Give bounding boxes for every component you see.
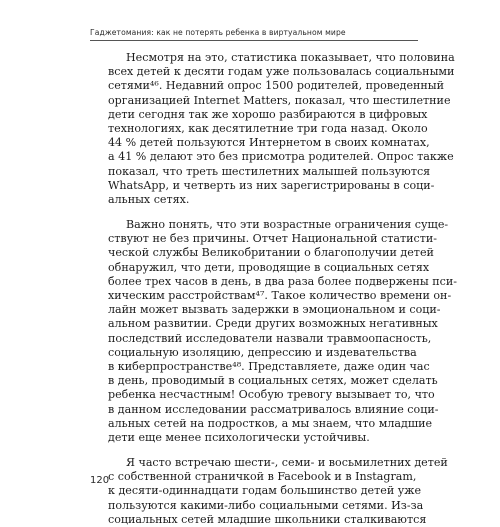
paragraph-3 [108, 456, 448, 527]
paragraph-2 [108, 218, 457, 445]
text-line: Я часто встречаю шести-, семи- и восьмилетних детей [126, 456, 448, 470]
text-line: ребенка несчастным! Особую тревогу вызывает то, что [108, 388, 435, 402]
text-line: ческой службы Великобритании о благополучии детей [108, 246, 434, 260]
text-line: социальных сетей младшие школьники сталкиваются [108, 512, 427, 526]
text-line: с собственной страничкой в Facebook и в Instagram, [108, 470, 417, 484]
body-text [108, 51, 457, 527]
text-line: в киберпространстве⁴⁸. Представляете, даже один час [108, 359, 430, 373]
text-line: ствуют не без причины. Отчет Национальной статисти- [108, 232, 438, 246]
text-line: дети сегодня так же хорошо разбираются в цифровых [108, 107, 428, 121]
page-number: 120 [90, 475, 110, 486]
text-line: организацией Internet Matters, показал, что шестилетние [108, 93, 451, 107]
text-line: хическим расстройствам⁴⁷. Такое количество времени он- [108, 289, 452, 302]
text-line: показал, что треть шестилетних малышей пользуются [108, 164, 431, 178]
text-line: более трех часов в день, в два раза более подвержены пси- [108, 274, 457, 288]
text-line: а 41 % делают это без присмотра родителей. Опрос также [108, 150, 454, 164]
text-line: в день, проводимый в социальных сетях, может сделать [108, 374, 438, 388]
text-line: альном развитии. Среди других возможных негативных [108, 317, 438, 331]
text-line: к десяти-одиннадцати годам большинство детей уже [108, 484, 422, 498]
paragraph-gap [108, 207, 406, 218]
text-line: Важно понять, что эти возрастные ограничения суще- [126, 218, 449, 232]
text-line: всех детей к десяти годам уже пользовалась социальными [108, 65, 455, 79]
text-line: WhatsApp, и четверть из них зарегистрированы в соци- [108, 178, 435, 192]
text-line: сетями⁴⁶. Недавний опрос 1500 родителей, проведенный [108, 79, 445, 93]
paragraph-gap [108, 445, 406, 456]
text-line: 44 % детей пользуются Интернетом в своих комнатах, [108, 136, 430, 150]
paragraph-1 [108, 51, 455, 207]
text-line: лайн может вызвать задержки в эмоциональном и соци- [108, 303, 441, 317]
text-line: обнаружил, что дети, проводящие в социальных сетях [108, 260, 430, 274]
text-line: последствий исследователи назвали травмоопасность, [108, 331, 432, 345]
text-line: пользуются какими-либо социальными сетями. Из-за [108, 498, 424, 512]
text-line: альных сетей на подростков, а мы знаем, что младшие [108, 416, 433, 430]
text-line: дети еще менее психологически устойчивы. [108, 430, 370, 444]
running-header: Гаджетомания: как не потерять ребенка в виртуальном мире [90, 28, 346, 37]
text-line: в данном исследовании рассматривалось влияние соци- [108, 402, 439, 416]
text-line: технологиях, как десятилетние три года назад. Около [108, 121, 428, 135]
text-line: социальную изоляцию, депрессию и издевательства [108, 345, 417, 359]
text-line: альных сетях. [108, 192, 190, 206]
text-line: Несмотря на это, статистика показывает, что половина [126, 51, 455, 64]
header-rule [90, 40, 418, 41]
